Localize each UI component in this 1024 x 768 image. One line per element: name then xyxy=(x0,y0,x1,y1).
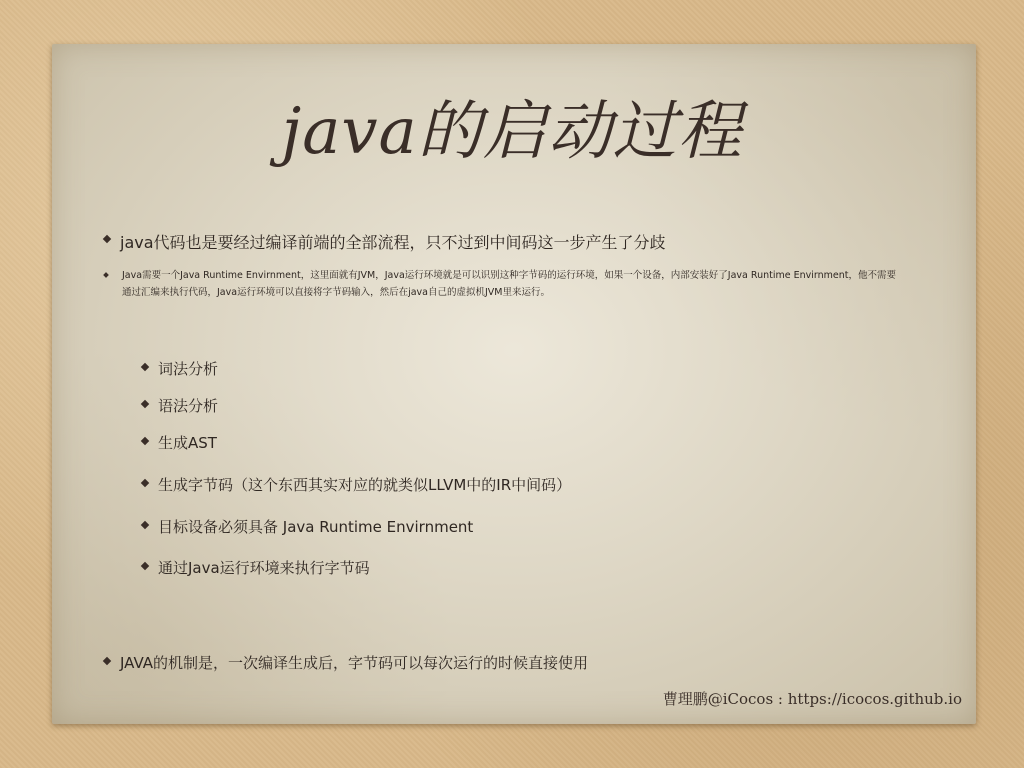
bullet-icon xyxy=(141,521,149,529)
bullet-text: Java需要一个Java Runtime Envirnment，这里面就有JVM，Java运行环境就是可以识别这种字节码的运行环境，如果一个设备，内部安装好了Java Runtime Envirnment，他不需要通过汇编来执行代码，Java运行环境可以直接将字节码输入，然后在java自己的虚拟机JVM里来运行。 xyxy=(122,270,896,298)
bullet-icon xyxy=(103,272,109,278)
bullet-icon xyxy=(141,363,149,371)
step-item xyxy=(142,516,473,537)
bullet-icon xyxy=(103,235,111,243)
bullet-text: JAVA的机制是，一次编译生成后，字节码可以每次运行的时候直接使用 xyxy=(120,654,589,672)
step-item xyxy=(142,395,218,416)
step-text: 词法分析 xyxy=(158,360,219,378)
step-text: 生成AST xyxy=(158,434,217,452)
bullet-icon xyxy=(141,437,149,445)
bullet-item xyxy=(104,267,904,301)
bullet-icon xyxy=(141,400,149,408)
step-text: 生成字节码（这个东西其实对应的就类似LLVM中的IR中间码） xyxy=(158,476,572,494)
step-text: 目标设备必须具备 Java Runtime Envirnment xyxy=(158,518,474,536)
step-item xyxy=(142,474,571,495)
step-item xyxy=(142,358,218,379)
footer-credit: 曹理鹏@iCocos : https://icocos.github.io xyxy=(662,690,962,708)
bullet-item xyxy=(104,652,588,673)
step-item xyxy=(142,432,217,453)
step-text: 通过Java运行环境来执行字节码 xyxy=(158,559,370,577)
step-item xyxy=(142,557,370,578)
bullet-icon xyxy=(141,562,149,570)
bullet-text: java代码也是要经过编译前端的全部流程，只不过到中间码这一步产生了分歧 xyxy=(120,233,666,252)
bullet-icon xyxy=(141,479,149,487)
bullet-item xyxy=(104,230,666,253)
bullet-icon xyxy=(103,657,111,665)
slide-title: java的启动过程 xyxy=(281,95,743,169)
step-text: 语法分析 xyxy=(158,397,219,415)
